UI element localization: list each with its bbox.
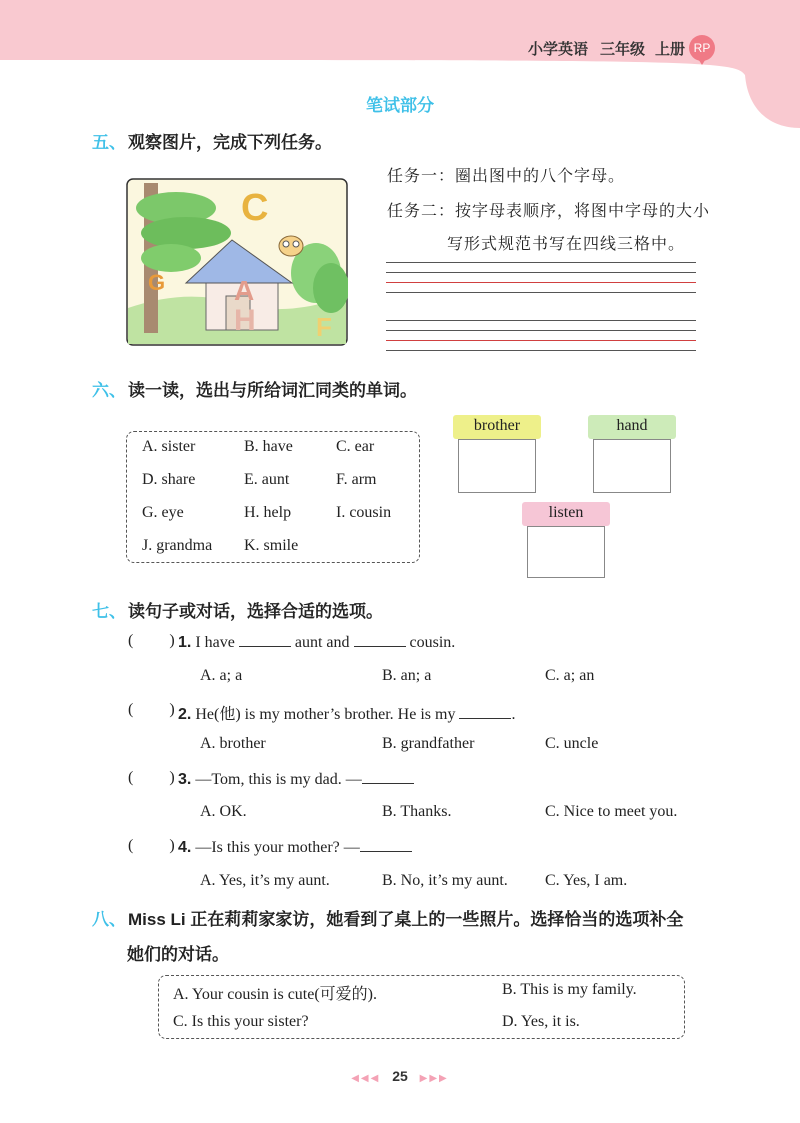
- q1-option-a[interactable]: A. a; a: [200, 667, 243, 684]
- dialogue-option-d[interactable]: D. Yes, it is.: [502, 1013, 580, 1030]
- page-footer: [0, 1068, 800, 1084]
- q1-number: 1.: [178, 634, 192, 651]
- left-arrows-icon: ◀◀◀: [351, 1073, 381, 1084]
- word-i: I. cousin: [336, 504, 392, 521]
- word-b: B. have: [244, 438, 293, 455]
- q2-text: [178, 701, 515, 724]
- task1-text: 任务一：圈出图中的八个字母。: [387, 166, 626, 185]
- right-arrows-icon: ▶▶▶: [419, 1073, 449, 1084]
- dialogue-options-box: [158, 975, 685, 1039]
- q2-option-a[interactable]: A. brother: [200, 735, 266, 752]
- section8-title-line2: 她们的对话。: [127, 945, 229, 964]
- section8-title-line1: Miss Li 正在莉莉家家访，她看到了桌上的一些照片。选择恰当的选项补全: [128, 910, 684, 929]
- word-g: G. eye: [142, 504, 184, 521]
- q1-blank1[interactable]: [239, 632, 291, 647]
- house-listen-body[interactable]: [527, 526, 605, 578]
- section6-title: [92, 376, 417, 401]
- q1-answer-paren[interactable]: [128, 632, 175, 650]
- header-grade: 三年级: [600, 41, 646, 58]
- q4-answer-paren[interactable]: [128, 837, 175, 855]
- house-brother[interactable]: [453, 415, 541, 495]
- q3-part1: —Tom, this is my dad. —: [195, 771, 362, 788]
- q3-answer-paren[interactable]: [128, 769, 175, 787]
- q2-part1: He(他) is my mother’s brother. He is my: [195, 706, 456, 723]
- q2-paren-open: (: [128, 701, 134, 718]
- q4-paren-open: (: [128, 837, 134, 854]
- house-listen[interactable]: [522, 502, 610, 580]
- word-options-box: [126, 431, 420, 563]
- q1-part1: I have: [195, 634, 235, 651]
- page-title: 笔试部分: [366, 96, 434, 115]
- task2-line2: 写形式规范书写在四线三格中。: [447, 234, 686, 253]
- word-h: H. help: [244, 504, 292, 521]
- dialogue-option-b[interactable]: B. This is my family.: [502, 981, 637, 998]
- dialogue-option-c[interactable]: C. Is this your sister?: [173, 1013, 309, 1030]
- dialogue-option-a[interactable]: A. Your cousin is cute(可爱的).: [173, 986, 377, 1003]
- house-listen-label: listen: [548, 504, 584, 521]
- header-subject: 小学英语: [528, 41, 589, 58]
- q1-option-c[interactable]: C. a; an: [545, 667, 595, 684]
- q2-blank[interactable]: [459, 704, 511, 719]
- q4-option-c[interactable]: C. Yes, I am.: [545, 872, 628, 889]
- header-volume: 上册: [655, 41, 686, 58]
- q1-paren-close: ): [169, 632, 175, 649]
- word-j: J. grandma: [142, 537, 213, 554]
- house-hand[interactable]: [588, 415, 676, 495]
- picture-letter-f: F: [316, 312, 332, 342]
- word-e: E. aunt: [244, 471, 290, 488]
- word-d: D. share: [142, 471, 196, 488]
- rp-badge: RP: [689, 35, 715, 61]
- word-a: A. sister: [142, 438, 196, 455]
- section6-title-text: 读一读，选出与所给词汇同类的单词。: [128, 381, 417, 400]
- picture-letter-g: G: [148, 270, 166, 295]
- section5-number: 五、: [92, 133, 126, 152]
- q1-part2: aunt and: [294, 634, 350, 651]
- q1-blank2[interactable]: [354, 632, 406, 647]
- task2-line1: 任务二：按字母表顺序，将图中字母的大小: [387, 201, 711, 220]
- picture-letter-a: A: [234, 275, 255, 306]
- section5-title: [92, 128, 332, 153]
- q4-part1: —Is this your mother? —: [195, 839, 360, 856]
- house-hand-body[interactable]: [593, 439, 671, 493]
- word-c: C. ear: [336, 438, 375, 455]
- q2-option-c[interactable]: C. uncle: [545, 735, 599, 752]
- section8-title: [92, 905, 683, 930]
- q2-option-b[interactable]: B. grandfather: [382, 735, 475, 752]
- word-k: K. smile: [244, 537, 299, 554]
- section5-title-text: 观察图片，完成下列任务。: [128, 133, 332, 152]
- q3-option-c[interactable]: C. Nice to meet you.: [545, 803, 678, 820]
- q1-paren-open: (: [128, 632, 134, 649]
- q1-text: [178, 632, 455, 652]
- house-hand-label: hand: [616, 417, 648, 434]
- section7-title-text: 读句子或对话，选择合适的选项。: [128, 602, 383, 621]
- house-brother-body[interactable]: [458, 439, 536, 493]
- section7-title: [92, 597, 383, 622]
- q4-paren-close: ): [169, 837, 175, 854]
- writing-lines-1[interactable]: [386, 262, 696, 302]
- q2-answer-paren[interactable]: [128, 701, 175, 719]
- section8-number: 八、: [92, 910, 126, 929]
- q2-part2: .: [511, 706, 516, 723]
- picture-letter-c: C: [241, 187, 269, 229]
- section6-number: 六、: [92, 381, 126, 400]
- q1-option-b[interactable]: B. an; a: [382, 667, 432, 684]
- q3-paren-open: (: [128, 769, 134, 786]
- q1-part3: cousin.: [409, 634, 456, 651]
- q4-option-b[interactable]: B. No, it’s my aunt.: [382, 872, 508, 889]
- writing-lines-2[interactable]: [386, 320, 696, 360]
- q4-number: 4.: [178, 839, 192, 856]
- page-number: 25: [392, 1068, 408, 1084]
- q2-number: 2.: [178, 706, 192, 723]
- picture-letter-h: H: [234, 304, 256, 337]
- q3-paren-close: ): [169, 769, 175, 786]
- q3-blank[interactable]: [362, 769, 414, 784]
- q2-paren-close: ): [169, 701, 175, 718]
- q4-option-a[interactable]: A. Yes, it’s my aunt.: [200, 872, 330, 889]
- q4-blank[interactable]: [360, 837, 412, 852]
- house-picture: [126, 178, 348, 346]
- q3-option-b[interactable]: B. Thanks.: [382, 803, 452, 820]
- q3-text: [178, 769, 414, 789]
- section7-number: 七、: [92, 602, 126, 621]
- word-f: F. arm: [336, 471, 377, 488]
- q3-number: 3.: [178, 771, 192, 788]
- q4-text: [178, 837, 412, 857]
- q3-option-a[interactable]: A. OK.: [200, 803, 247, 820]
- house-brother-label: brother: [473, 417, 521, 434]
